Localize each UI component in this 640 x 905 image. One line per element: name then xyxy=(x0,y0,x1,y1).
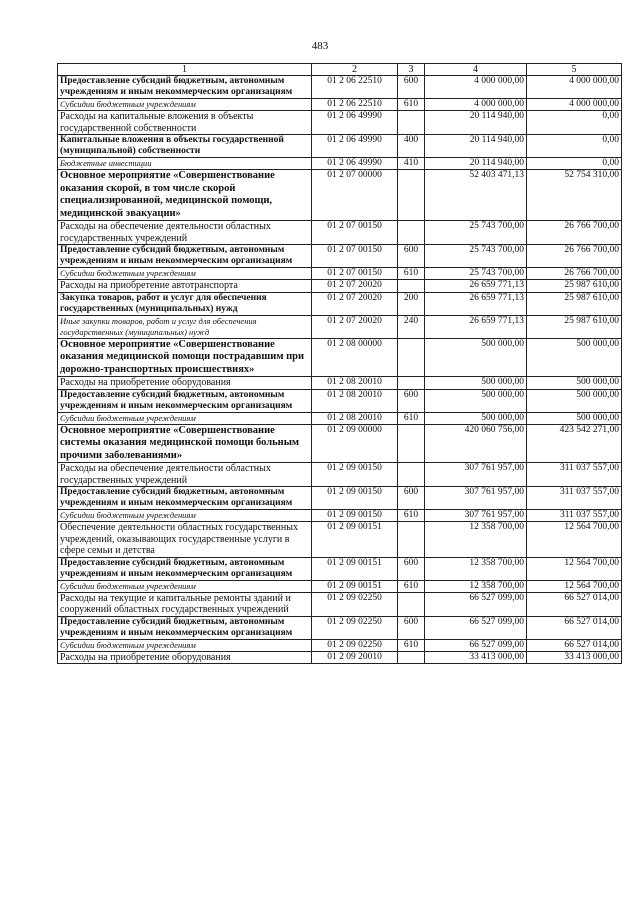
row-amount-col4: 500 000,00 xyxy=(425,377,527,390)
row-amount-col4: 26 659 771,13 xyxy=(425,315,527,338)
row-name: Расходы на приобретение оборудования xyxy=(58,377,312,390)
table-body xyxy=(58,76,622,664)
row-code: 01 2 09 00000 xyxy=(312,424,398,463)
row-name: Субсидии бюджетным учреждениям xyxy=(58,510,312,522)
row-code: 01 2 06 22510 xyxy=(312,76,398,99)
row-expense-type xyxy=(398,592,425,616)
row-name: Иные закупки товаров, работ и услуг для обеспечения государственных (муниципальных) нужд xyxy=(58,315,312,338)
page-number: 483 xyxy=(311,40,329,52)
table-row xyxy=(58,557,622,580)
row-expense-type xyxy=(398,522,425,558)
row-amount-col4: 20 114 940,00 xyxy=(425,111,527,135)
row-amount-col4: 307 761 957,00 xyxy=(425,463,527,487)
row-code: 01 2 07 00150 xyxy=(312,268,398,280)
table-row xyxy=(58,135,622,158)
row-amount-col5: 12 564 700,00 xyxy=(527,580,622,592)
table-row xyxy=(58,221,622,245)
row-code: 01 2 09 02250 xyxy=(312,616,398,639)
row-code: 01 2 07 00000 xyxy=(312,170,398,221)
row-name: Субсидии бюджетным учреждениям xyxy=(58,580,312,592)
row-code: 01 2 06 22510 xyxy=(312,99,398,111)
table-row xyxy=(58,377,622,390)
row-amount-col5: 311 037 557,00 xyxy=(527,487,622,510)
row-name: Основное мероприятие «Совершенствование оказания медицинской помощи пострадавшим при дорожно-транспортных происшествиях» xyxy=(58,338,312,377)
row-name: Предоставление субсидий бюджетным, автономным учреждениям и иным некоммерческим организациям xyxy=(58,616,312,639)
row-code: 01 2 09 00151 xyxy=(312,557,398,580)
row-amount-col5: 311 037 557,00 xyxy=(527,463,622,487)
row-name: Основное мероприятие «Совершенствование системы оказания медицинской помощи больным прочими заболеваниями» xyxy=(58,424,312,463)
row-code: 01 2 07 20020 xyxy=(312,315,398,338)
row-amount-col5: 500 000,00 xyxy=(527,338,622,377)
table-row xyxy=(58,651,622,664)
row-amount-col4: 12 358 700,00 xyxy=(425,522,527,558)
row-amount-col4: 66 527 099,00 xyxy=(425,616,527,639)
table-row xyxy=(58,338,622,377)
row-expense-type xyxy=(398,377,425,390)
table-row xyxy=(58,292,622,315)
table-row xyxy=(58,412,622,424)
row-name: Предоставление субсидий бюджетным, автономным учреждениям и иным некоммерческим организациям xyxy=(58,76,312,99)
row-amount-col5: 66 527 014,00 xyxy=(527,592,622,616)
row-name: Предоставление субсидий бюджетным, автономным учреждениям и иным некоммерческим организациям xyxy=(58,487,312,510)
row-amount-col4: 12 358 700,00 xyxy=(425,557,527,580)
row-code: 01 2 08 20010 xyxy=(312,412,398,424)
row-code: 01 2 09 00150 xyxy=(312,487,398,510)
row-amount-col4: 25 743 700,00 xyxy=(425,268,527,280)
table-row xyxy=(58,99,622,111)
row-amount-col5: 26 766 700,00 xyxy=(527,268,622,280)
row-code: 01 2 06 49990 xyxy=(312,135,398,158)
row-amount-col5: 12 564 700,00 xyxy=(527,557,622,580)
row-code: 01 2 09 00151 xyxy=(312,522,398,558)
row-name: Бюджетные инвестиции xyxy=(58,158,312,170)
row-expense-type xyxy=(398,338,425,377)
row-amount-col5: 500 000,00 xyxy=(527,377,622,390)
row-code: 01 2 08 20010 xyxy=(312,377,398,390)
row-amount-col5: 500 000,00 xyxy=(527,412,622,424)
table-row xyxy=(58,463,622,487)
row-expense-type xyxy=(398,280,425,293)
row-amount-col4: 12 358 700,00 xyxy=(425,580,527,592)
row-name: Субсидии бюджетным учреждениям xyxy=(58,639,312,651)
row-expense-type: 600 xyxy=(398,487,425,510)
row-expense-type: 600 xyxy=(398,245,425,268)
row-amount-col4: 500 000,00 xyxy=(425,412,527,424)
row-amount-col5: 66 527 014,00 xyxy=(527,616,622,639)
header-col-3: 3 xyxy=(398,64,425,76)
row-amount-col5: 423 542 271,00 xyxy=(527,424,622,463)
table-row xyxy=(58,592,622,616)
row-expense-type xyxy=(398,170,425,221)
header-col-5: 5 xyxy=(527,64,622,76)
table-row xyxy=(58,522,622,558)
row-amount-col5: 33 413 000,00 xyxy=(527,651,622,664)
row-amount-col5: 26 766 700,00 xyxy=(527,221,622,245)
row-expense-type xyxy=(398,111,425,135)
row-name: Обеспечение деятельности областных государственных учреждений, оказывающих государственные услуги в сфере семьи и детства xyxy=(58,522,312,558)
row-name: Расходы на обеспечение деятельности областных государственных учреждений xyxy=(58,221,312,245)
table-row xyxy=(58,580,622,592)
row-amount-col4: 66 527 099,00 xyxy=(425,639,527,651)
table-row xyxy=(58,616,622,639)
row-amount-col4: 20 114 940,00 xyxy=(425,158,527,170)
row-code: 01 2 07 20020 xyxy=(312,280,398,293)
table-row xyxy=(58,245,622,268)
row-amount-col4: 4 000 000,00 xyxy=(425,99,527,111)
row-amount-col5: 0,00 xyxy=(527,158,622,170)
row-name: Субсидии бюджетным учреждениям xyxy=(58,99,312,111)
row-amount-col5: 25 987 610,00 xyxy=(527,280,622,293)
row-expense-type: 610 xyxy=(398,412,425,424)
row-amount-col4: 20 114 940,00 xyxy=(425,135,527,158)
row-expense-type: 600 xyxy=(398,616,425,639)
table-row xyxy=(58,280,622,293)
row-code: 01 2 08 20010 xyxy=(312,389,398,412)
row-name: Основное мероприятие «Совершенствование оказания скорой, в том числе скорой специализированной, медицинской помощи, медицинской эвакуации» xyxy=(58,170,312,221)
row-expense-type: 240 xyxy=(398,315,425,338)
row-name: Расходы на капитальные вложения в объекты государственной собственности xyxy=(58,111,312,135)
row-amount-col4: 25 743 700,00 xyxy=(425,221,527,245)
row-code: 01 2 07 20020 xyxy=(312,292,398,315)
row-name: Субсидии бюджетным учреждениям xyxy=(58,412,312,424)
row-amount-col5: 4 000 000,00 xyxy=(527,99,622,111)
table-row xyxy=(58,487,622,510)
row-expense-type: 610 xyxy=(398,99,425,111)
header-col-1: 1 xyxy=(58,64,312,76)
row-amount-col5: 0,00 xyxy=(527,135,622,158)
row-name: Предоставление субсидий бюджетным, автономным учреждениям и иным некоммерческим организациям xyxy=(58,389,312,412)
row-expense-type xyxy=(398,424,425,463)
row-name: Закупка товаров, работ и услуг для обеспечения государственных (муниципальных) нужд xyxy=(58,292,312,315)
row-expense-type xyxy=(398,651,425,664)
row-amount-col4: 25 743 700,00 xyxy=(425,245,527,268)
budget-table xyxy=(57,63,622,664)
row-code: 01 2 09 00150 xyxy=(312,510,398,522)
row-amount-col5: 500 000,00 xyxy=(527,389,622,412)
row-code: 01 2 09 00150 xyxy=(312,463,398,487)
table-row xyxy=(58,268,622,280)
row-amount-col5: 26 766 700,00 xyxy=(527,245,622,268)
row-amount-col5: 4 000 000,00 xyxy=(527,76,622,99)
row-code: 01 2 09 20010 xyxy=(312,651,398,664)
row-amount-col4: 4 000 000,00 xyxy=(425,76,527,99)
row-name: Расходы на приобретение автотранспорта xyxy=(58,280,312,293)
row-expense-type: 610 xyxy=(398,268,425,280)
row-amount-col5: 12 564 700,00 xyxy=(527,522,622,558)
row-code: 01 2 09 02250 xyxy=(312,592,398,616)
header-col-4: 4 xyxy=(425,64,527,76)
row-expense-type: 610 xyxy=(398,639,425,651)
row-name: Субсидии бюджетным учреждениям xyxy=(58,268,312,280)
row-expense-type: 410 xyxy=(398,158,425,170)
row-code: 01 2 07 00150 xyxy=(312,245,398,268)
row-expense-type: 600 xyxy=(398,557,425,580)
row-expense-type: 600 xyxy=(398,76,425,99)
row-expense-type: 400 xyxy=(398,135,425,158)
row-code: 01 2 08 00000 xyxy=(312,338,398,377)
row-amount-col4: 33 413 000,00 xyxy=(425,651,527,664)
table-row xyxy=(58,389,622,412)
row-expense-type: 610 xyxy=(398,580,425,592)
row-amount-col5: 66 527 014,00 xyxy=(527,639,622,651)
table-row xyxy=(58,111,622,135)
header-row xyxy=(58,64,622,76)
row-name: Капитальные вложения в объекты государственной (муниципальной) собственности xyxy=(58,135,312,158)
row-name: Предоставление субсидий бюджетным, автономным учреждениям и иным некоммерческим организациям xyxy=(58,557,312,580)
row-code: 01 2 06 49990 xyxy=(312,158,398,170)
table-row xyxy=(58,170,622,221)
row-expense-type: 610 xyxy=(398,510,425,522)
row-expense-type xyxy=(398,221,425,245)
row-expense-type: 200 xyxy=(398,292,425,315)
row-amount-col5: 25 987 610,00 xyxy=(527,315,622,338)
row-name: Расходы на приобретение оборудования xyxy=(58,651,312,664)
table-row xyxy=(58,158,622,170)
row-expense-type xyxy=(398,463,425,487)
row-amount-col4: 307 761 957,00 xyxy=(425,510,527,522)
row-amount-col4: 26 659 771,13 xyxy=(425,280,527,293)
row-amount-col5: 52 754 310,00 xyxy=(527,170,622,221)
row-code: 01 2 09 02250 xyxy=(312,639,398,651)
row-name: Предоставление субсидий бюджетным, автономным учреждениям и иным некоммерческим организациям xyxy=(58,245,312,268)
row-amount-col5: 0,00 xyxy=(527,111,622,135)
row-amount-col4: 307 761 957,00 xyxy=(425,487,527,510)
row-name: Расходы на обеспечение деятельности областных государственных учреждений xyxy=(58,463,312,487)
row-amount-col5: 25 987 610,00 xyxy=(527,292,622,315)
table-row xyxy=(58,315,622,338)
row-amount-col4: 52 403 471,13 xyxy=(425,170,527,221)
table-row xyxy=(58,510,622,522)
row-amount-col5: 311 037 557,00 xyxy=(527,510,622,522)
row-amount-col4: 500 000,00 xyxy=(425,389,527,412)
row-amount-col4: 500 000,00 xyxy=(425,338,527,377)
row-code: 01 2 06 49990 xyxy=(312,111,398,135)
header-col-2: 2 xyxy=(312,64,398,76)
row-code: 01 2 09 00151 xyxy=(312,580,398,592)
table-row xyxy=(58,639,622,651)
row-amount-col4: 66 527 099,00 xyxy=(425,592,527,616)
table-row xyxy=(58,76,622,99)
row-amount-col4: 26 659 771,13 xyxy=(425,292,527,315)
row-code: 01 2 07 00150 xyxy=(312,221,398,245)
row-name: Расходы на текущие и капитальные ремонты зданий и сооружений областных государственных учреждений xyxy=(58,592,312,616)
table-row xyxy=(58,424,622,463)
row-expense-type: 600 xyxy=(398,389,425,412)
row-amount-col4: 420 060 756,00 xyxy=(425,424,527,463)
